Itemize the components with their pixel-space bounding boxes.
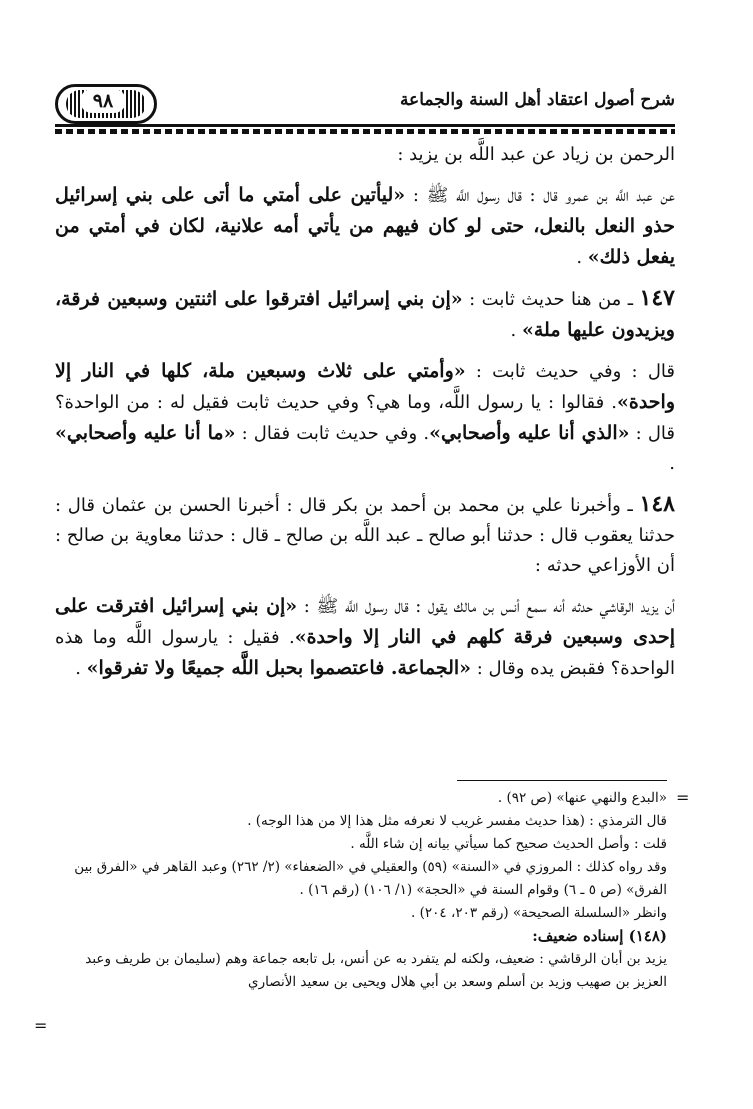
paragraph-6: أن يزيد الرقاشي حدثه أنه سمع أنس بن مالك يقول : قال رسول اللَّه ﷺ : «إن بني إسرائيل افترقت على إحدى وسبعين فرقة كلهم في النار إلا واحدة». فقيل : يارسول اللَّه وما هذه الواحدة؟ فقبض يده وقال : «الجماعة. فاعتصموا بحبل اللَّه جميعًا ولا تفرقوا» . xyxy=(55,595,675,679)
hadith-text: «الجماعة. فاعتصموا بحبل اللَّه جميعًا ولا تفرقوا» xyxy=(86,657,472,679)
paragraph-148: ١٤٨ ـ وأخبرنا علي بن محمد بن أحمد بن بكر قال : أخبرنا الحسن بن عثمان قال : حدثنا يعقوب قال : حدثنا أبو صالح ـ عبد اللَّه بن صالح ـ قال : حدثنا معاوية بن صالح : أن الأوزاعي حدثه : xyxy=(55,491,675,576)
page-number-badge xyxy=(55,84,157,124)
paragraph-4: قال : وفي حديث ثابت : «وأمتي على ثلاث وسبعين ملة، كلها في النار إلا واحدة». فقالوا : يا رسول اللَّه، وما هي؟ وفي حديث ثابت فقيل له : من الواحدة؟ قال : «الذي أنا عليه وأصحابي». وفي حديث ثابت فقال : «ما أنا عليه وأصحابي» . xyxy=(55,360,676,474)
hadith-number: ١٤٧ xyxy=(639,285,675,311)
header-dashed-rule xyxy=(55,129,675,134)
hadith-text: «إن بني إسرائيل افترقوا على اثنتين وسبعين فرقة، ويزيدون عليها ملة» xyxy=(55,288,675,341)
book-title: شرح أصول اعتقاد أهل السنة والجماعة xyxy=(399,90,675,110)
footnotes xyxy=(55,780,667,994)
header-rule xyxy=(55,124,675,127)
continuation-mark-end: = xyxy=(34,1016,48,1035)
hadith-text: «ليأتين على أمتي ما أتى على بني إسرائيل حذو النعل بالنعل، حتى لو كان فيهم من يأتي أمه علانية، لكان في أمتي من يفعل ذلك» xyxy=(55,184,675,268)
footnote-line: «البدع والنهي عنها» (ص ٩٢) . xyxy=(497,790,667,806)
paragraph-1: الرحمن بن زياد عن عبد اللَّه بن يزيد : xyxy=(397,144,675,165)
paragraph-147: ١٤٧ ـ من هنا حديث ثابت : «إن بني إسرائيل افترقوا على اثنتين وسبعين فرقة، ويزيدون عليها ملة» . xyxy=(55,285,675,341)
footnote-line: يزيد بن أبان الرقاشي : ضعيف، ولكنه لم يتفرد به عن أنس، بل تابعه جماعة وهم (سليمان بن طريف وعبد العزيز بن صهيب وزيد بن أسلم وسعد بن أبي هلال ويحيى بن سعيد الأنصاري xyxy=(85,951,667,990)
footnote-line: قال الترمذي : (هذا حديث مفسر غريب لا نعرفه مثل هذا إلا من هذا الوجه) . xyxy=(247,813,667,829)
paragraph-2: عن عبد اللَّه بن عمرو قال : قال رسول اللَّه ﷺ : «ليأتين على أمتي ما أتى على بني إسرائيل حذو النعل بالنعل، حتى لو كان فيهم من يأتي أمه علانية، لكان في أمتي من يفعل ذلك» . xyxy=(55,184,675,268)
main-text xyxy=(55,140,675,694)
footnote-line: قلت : وأصل الحديث صحيح كما سيأتي بيانه إن شاء اللَّه . xyxy=(350,836,667,852)
hadith-text: «الذي أنا عليه وأصحابي» xyxy=(429,422,630,444)
page-number: ٩٨ xyxy=(80,89,126,113)
continuation-mark-start: = xyxy=(676,788,690,807)
hadith-number: ١٤٨ xyxy=(639,491,675,517)
hadith-text: «ما أنا عليه وأصحابي» xyxy=(55,422,236,444)
footnote-separator xyxy=(457,780,667,781)
page-header xyxy=(55,80,675,124)
footnote-line: وقد رواه كذلك : المروزي في «السنة» (٥٩) والعقيلي في «الضعفاء» (٢/ ٢٦٢) وعبد القاهر في «الفرق بين الفرق» (ص ٥ ـ ٦) وقوام السنة في «الحجة» (١/ ١٠٦) (رقم ١٦) . xyxy=(74,859,667,898)
hadith-text: «وأمتي على ثلاث وسبعين ملة، كلها في النار إلا واحدة» xyxy=(55,360,676,413)
footnote-line: وانظر «السلسلة الصحيحة» (رقم ٢٠٣، ٢٠٤) . xyxy=(411,905,667,921)
hadith-text: «إن بني إسرائيل افترقت على إحدى وسبعين فرقة كلهم في النار إلا واحدة» xyxy=(55,595,675,648)
footnote-heading: (١٤٨) إسناده ضعيف: xyxy=(532,927,667,945)
